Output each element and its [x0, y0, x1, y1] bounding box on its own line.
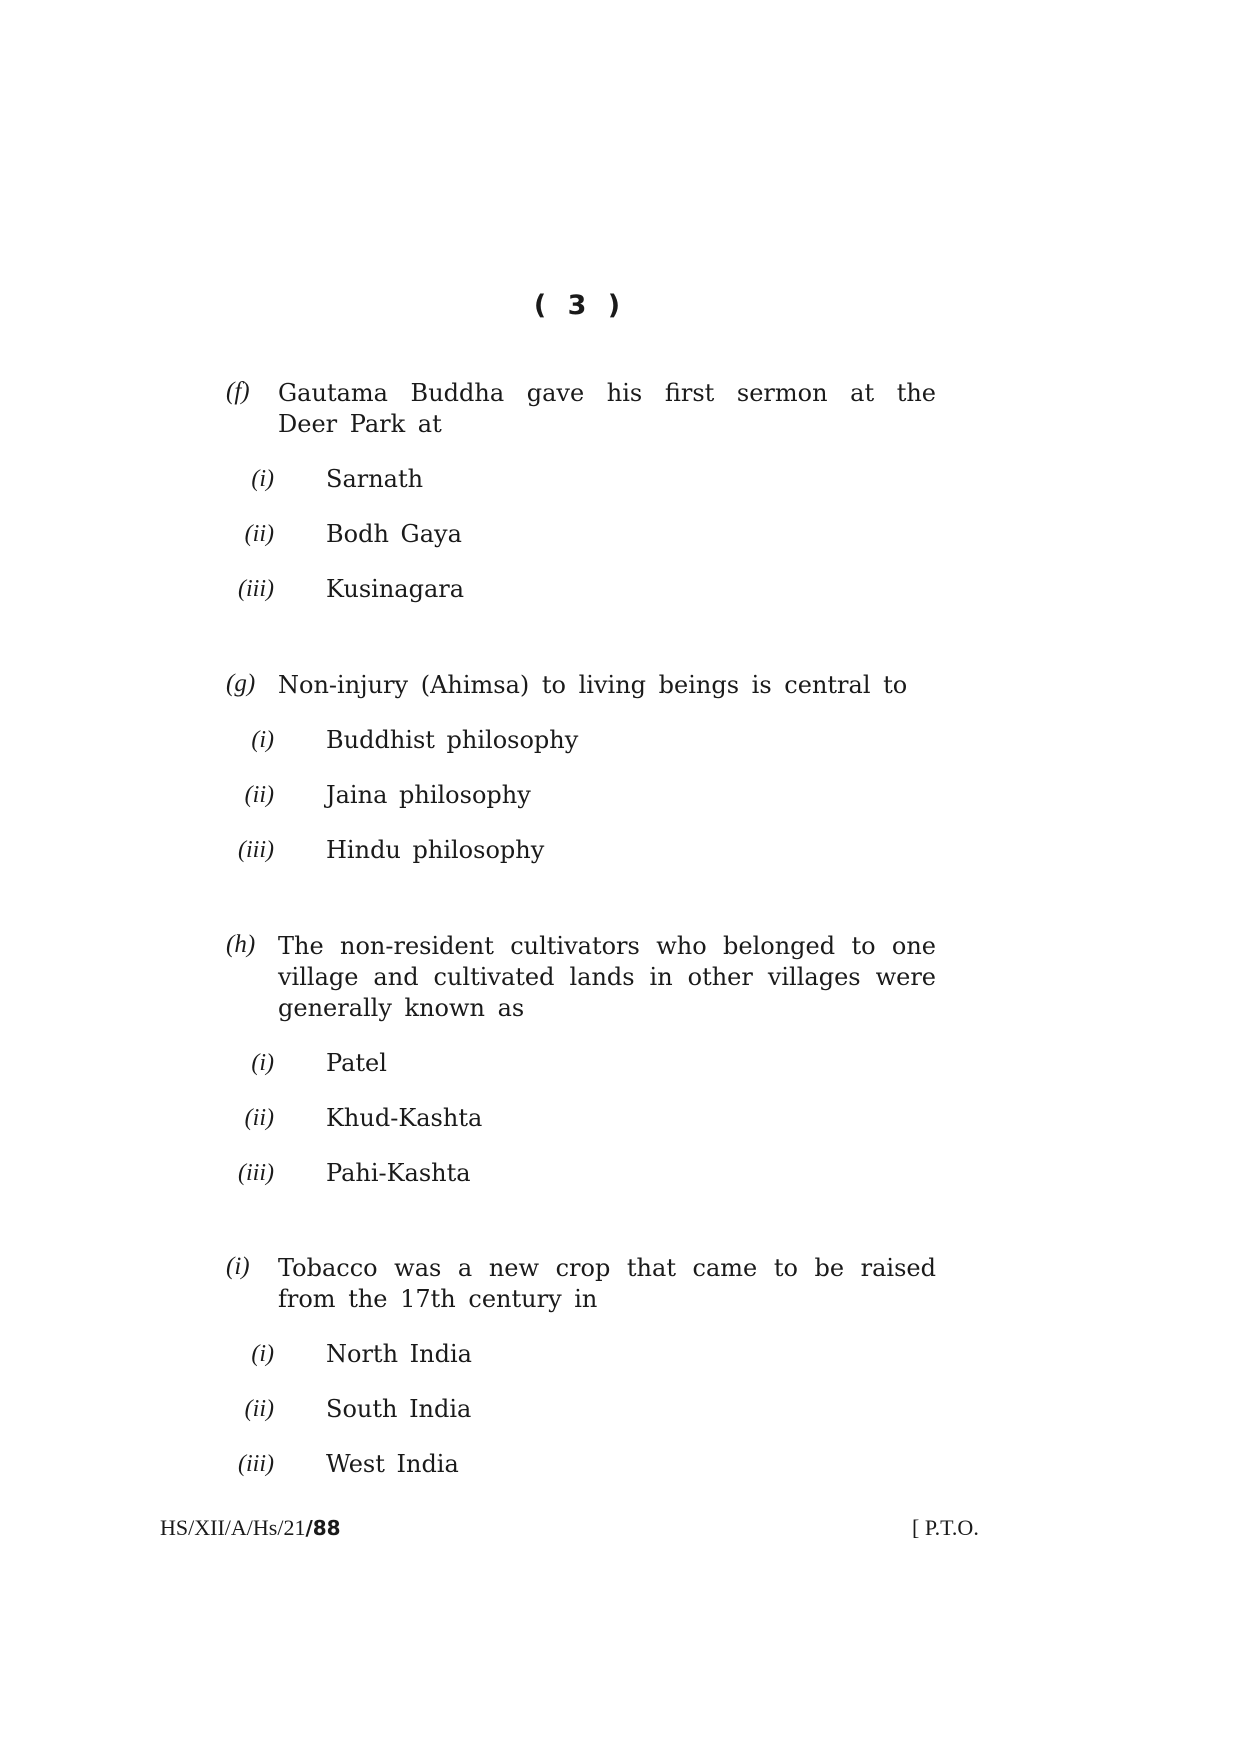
option-label: (ii): [244, 782, 274, 808]
pto-marker: [ P.T.O.: [912, 1515, 979, 1540]
option-label: (i): [251, 466, 274, 492]
option-item: [226, 1103, 936, 1158]
question-i: [226, 1253, 936, 1504]
option-text: Khud-Kashta: [326, 1104, 483, 1132]
option-text: Jaina philosophy: [326, 781, 531, 809]
option-text: Sarnath: [326, 465, 424, 493]
option-label: (i): [251, 727, 274, 753]
paper-code-number: /88: [305, 1516, 341, 1540]
option-item: [226, 464, 936, 519]
question-label: (h): [226, 931, 256, 958]
question-text: Non-injury (Ahimsa) to living beings is central to: [278, 671, 908, 699]
options-list: [226, 1339, 936, 1504]
question-text: The non-resident cultivators who belonged to one village and cultivated lands in other villages were generally known as: [278, 932, 936, 1022]
option-item: [226, 1048, 936, 1103]
options-list: [226, 725, 936, 890]
option-label: (i): [251, 1341, 274, 1367]
option-item: [226, 1394, 936, 1449]
question-label: (f): [226, 378, 250, 405]
option-text: Buddhist philosophy: [326, 726, 579, 754]
question-text: Gautama Buddha gave his first sermon at the Deer Park at: [278, 379, 936, 438]
option-item: [226, 835, 936, 890]
option-item: [226, 1339, 936, 1394]
page-number: ( 3 ): [533, 290, 627, 321]
option-text: Hindu philosophy: [326, 836, 545, 864]
option-label: (i): [251, 1050, 274, 1076]
option-text: Kusinagara: [326, 575, 465, 603]
option-label: (ii): [244, 1105, 274, 1131]
paper-code-prefix: HS/XII/A/Hs/21: [160, 1515, 306, 1540]
option-text: Pahi-Kashta: [326, 1159, 471, 1187]
option-label: (ii): [244, 521, 274, 547]
option-item: [226, 1158, 936, 1213]
options-list: [226, 1048, 936, 1213]
question-f: [226, 378, 936, 629]
option-item: [226, 519, 936, 574]
option-label: (iii): [238, 837, 274, 863]
option-text: West India: [326, 1450, 459, 1478]
question-text: Tobacco was a new crop that came to be raised from the 17th century in: [278, 1254, 936, 1313]
option-label: (iii): [238, 1160, 274, 1186]
option-item: [226, 725, 936, 780]
option-text: Bodh Gaya: [326, 520, 462, 548]
question-label: (i): [226, 1253, 250, 1280]
option-text: Patel: [326, 1049, 387, 1077]
question-g: [226, 670, 936, 890]
option-text: South India: [326, 1395, 472, 1423]
option-label: (ii): [244, 1396, 274, 1422]
option-item: [226, 1449, 936, 1504]
question-label: (g): [226, 670, 256, 697]
option-item: [226, 780, 936, 835]
option-item: [226, 574, 936, 629]
options-list: [226, 464, 936, 629]
option-text: North India: [326, 1340, 472, 1368]
paper-code: [160, 1515, 341, 1541]
option-label: (iii): [238, 1451, 274, 1477]
question-h: [226, 931, 936, 1213]
option-label: (iii): [238, 576, 274, 602]
